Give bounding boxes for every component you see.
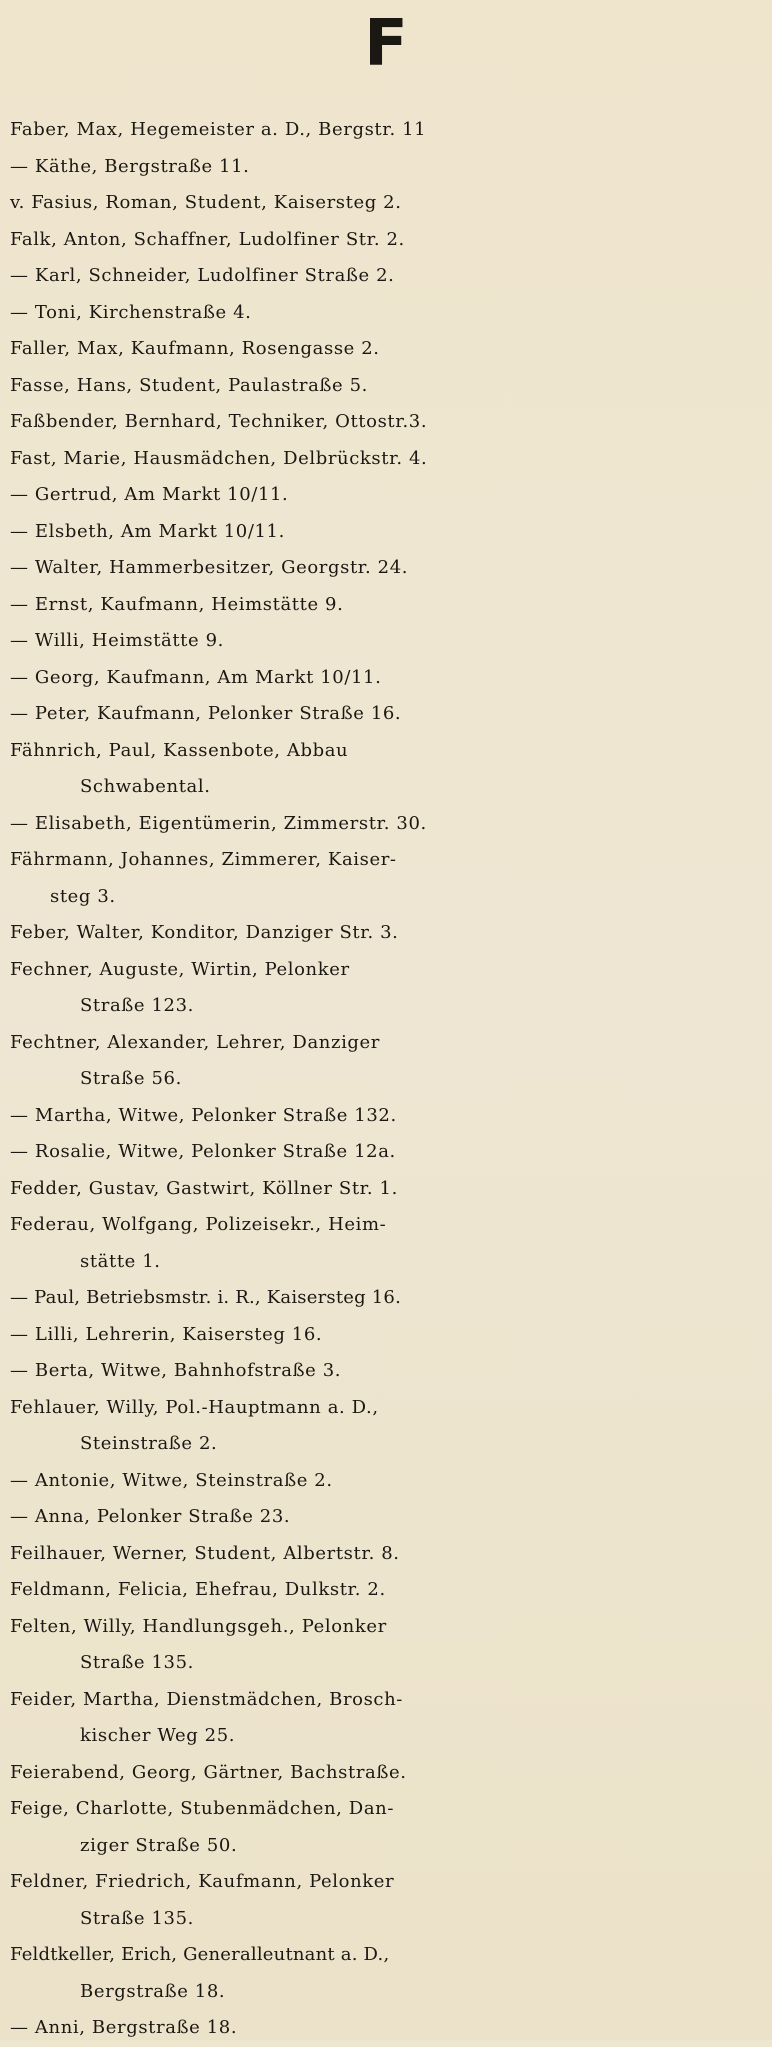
entry-line: Fehlauer, Willy, Pol.-Hauptmann a. D., — [10, 1396, 379, 1418]
entry-line: Fast, Marie, Hausmädchen, Delbrückstr. 4. — [10, 447, 428, 469]
entry-line: Feber, Walter, Konditor, Danziger Str. 3. — [10, 922, 399, 943]
section-letter-heading: F — [364, 7, 410, 81]
entry-line: Faber, Max, Hegemeister a. D., Bergstr. 11 — [10, 119, 427, 140]
entry-line: — Georg, Kaufmann, Am Markt 10/11. — [10, 666, 382, 688]
entry-line: Faller, Max, Kaufmann, Rosengasse 2. — [10, 338, 380, 359]
entry-line: Feierabend, Georg, Gärtner, Bachstraße. — [10, 1761, 407, 1783]
entry-line: — Rosalie, Witwe, Pelonker Straße 12a. — [10, 1141, 396, 1162]
entry-line: Fedder, Gustav, Gastwirt, Köllner Str. 1. — [10, 1177, 398, 1199]
entry-continuation-line: Schwabental. — [80, 776, 211, 797]
entry-line: Fechtner, Alexander, Lehrer, Danziger — [10, 1031, 381, 1053]
entry-line: — Willi, Heimstätte 9. — [10, 630, 224, 651]
entry-line: Fasse, Hans, Student, Paulastraße 5. — [10, 374, 368, 396]
entry-line: Feldner, Friedrich, Kaufmann, Pelonker — [10, 1871, 395, 1892]
entry-continuation-line: Steinstraße 2. — [80, 1433, 218, 1454]
entry-continuation-line: stätte 1. — [80, 1250, 161, 1272]
entry-line: — Elisabeth, Eigentümerin, Zimmerstr. 30. — [10, 812, 427, 834]
entry-continuation-line: Straße 135. — [80, 1652, 194, 1673]
entry-line: — Gertrud, Am Markt 10/11. — [10, 484, 289, 505]
entry-line: Fechner, Auguste, Wirtin, Pelonker — [10, 958, 350, 980]
entry-line: Feige, Charlotte, Stubenmädchen, Dan- — [10, 1798, 395, 1819]
entry-line: — Peter, Kaufmann, Pelonker Straße 16. — [10, 703, 402, 724]
entry-line: — Elsbeth, Am Markt 10/11. — [10, 520, 285, 542]
entry-line: — Toni, Kirchenstraße 4. — [10, 301, 252, 323]
entry-continuation-line: Straße 56. — [80, 1068, 182, 1089]
entry-line: — Walter, Hammerbesitzer, Georgstr. 24. — [10, 557, 409, 578]
entry-line: Felten, Willy, Handlungsgeh., Pelonker — [10, 1615, 387, 1637]
entry-continuation-line: ziger Straße 50. — [80, 1834, 238, 1856]
entry-continuation-line: steg 3. — [50, 885, 116, 907]
entry-line: — Karl, Schneider, Ludolfiner Straße 2. — [10, 265, 395, 286]
entry-line: — Berta, Witwe, Bahnhofstraße 3. — [10, 1360, 342, 1381]
entry-line: — Antonie, Witwe, Steinstraße 2. — [10, 1469, 333, 1491]
entry-line: — Lilli, Lehrerin, Kaisersteg 16. — [10, 1323, 323, 1345]
entry-line: Faßbender, Bernhard, Techniker, Ottostr.3. — [10, 411, 428, 432]
entry-line: Feilhauer, Werner, Student, Albertstr. 8. — [10, 1542, 400, 1564]
entry-continuation-line: Bergstraße 18. — [80, 1980, 226, 2002]
entry-continuation-line: kischer Weg 25. — [80, 1725, 236, 1746]
entry-line: — Käthe, Bergstraße 11. — [10, 155, 250, 177]
entry-list — [10, 112, 764, 2047]
entry-line: Fährmann, Johannes, Zimmerer, Kaiser- — [10, 849, 397, 870]
entry-line: v. Fasius, Roman, Student, Kaisersteg 2. — [10, 192, 402, 213]
entry-line: Feldmann, Felicia, Ehefrau, Dulkstr. 2. — [10, 1579, 386, 1600]
entry-line: — Ernst, Kaufmann, Heimstätte 9. — [10, 593, 344, 615]
entry-continuation-line: Straße 135. — [80, 1907, 194, 1929]
entry-line: Feider, Martha, Dienstmädchen, Brosch- — [10, 1688, 403, 1710]
entry-line: Feldtkeller, Erich, Generalleutnant a. D., — [10, 1944, 390, 1965]
entry-continuation-line: Straße 123. — [80, 995, 194, 1016]
entry-line: — Paul, Betriebsmstr. i. R., Kaisersteg 16. — [10, 1287, 401, 1308]
entry-line: — Martha, Witwe, Pelonker Straße 132. — [10, 1104, 397, 1126]
entry-line: Falk, Anton, Schaffner, Ludolfiner Str. 2. — [10, 228, 405, 250]
entry-line: Federau, Wolfgang, Polizeisekr., Heim- — [10, 1214, 387, 1235]
entry-line: Fähnrich, Paul, Kassenbote, Abbau — [10, 739, 349, 761]
entry-line: — Anni, Bergstraße 18. — [10, 2017, 238, 2038]
entry-line: — Anna, Pelonker Straße 23. — [10, 1506, 291, 1527]
